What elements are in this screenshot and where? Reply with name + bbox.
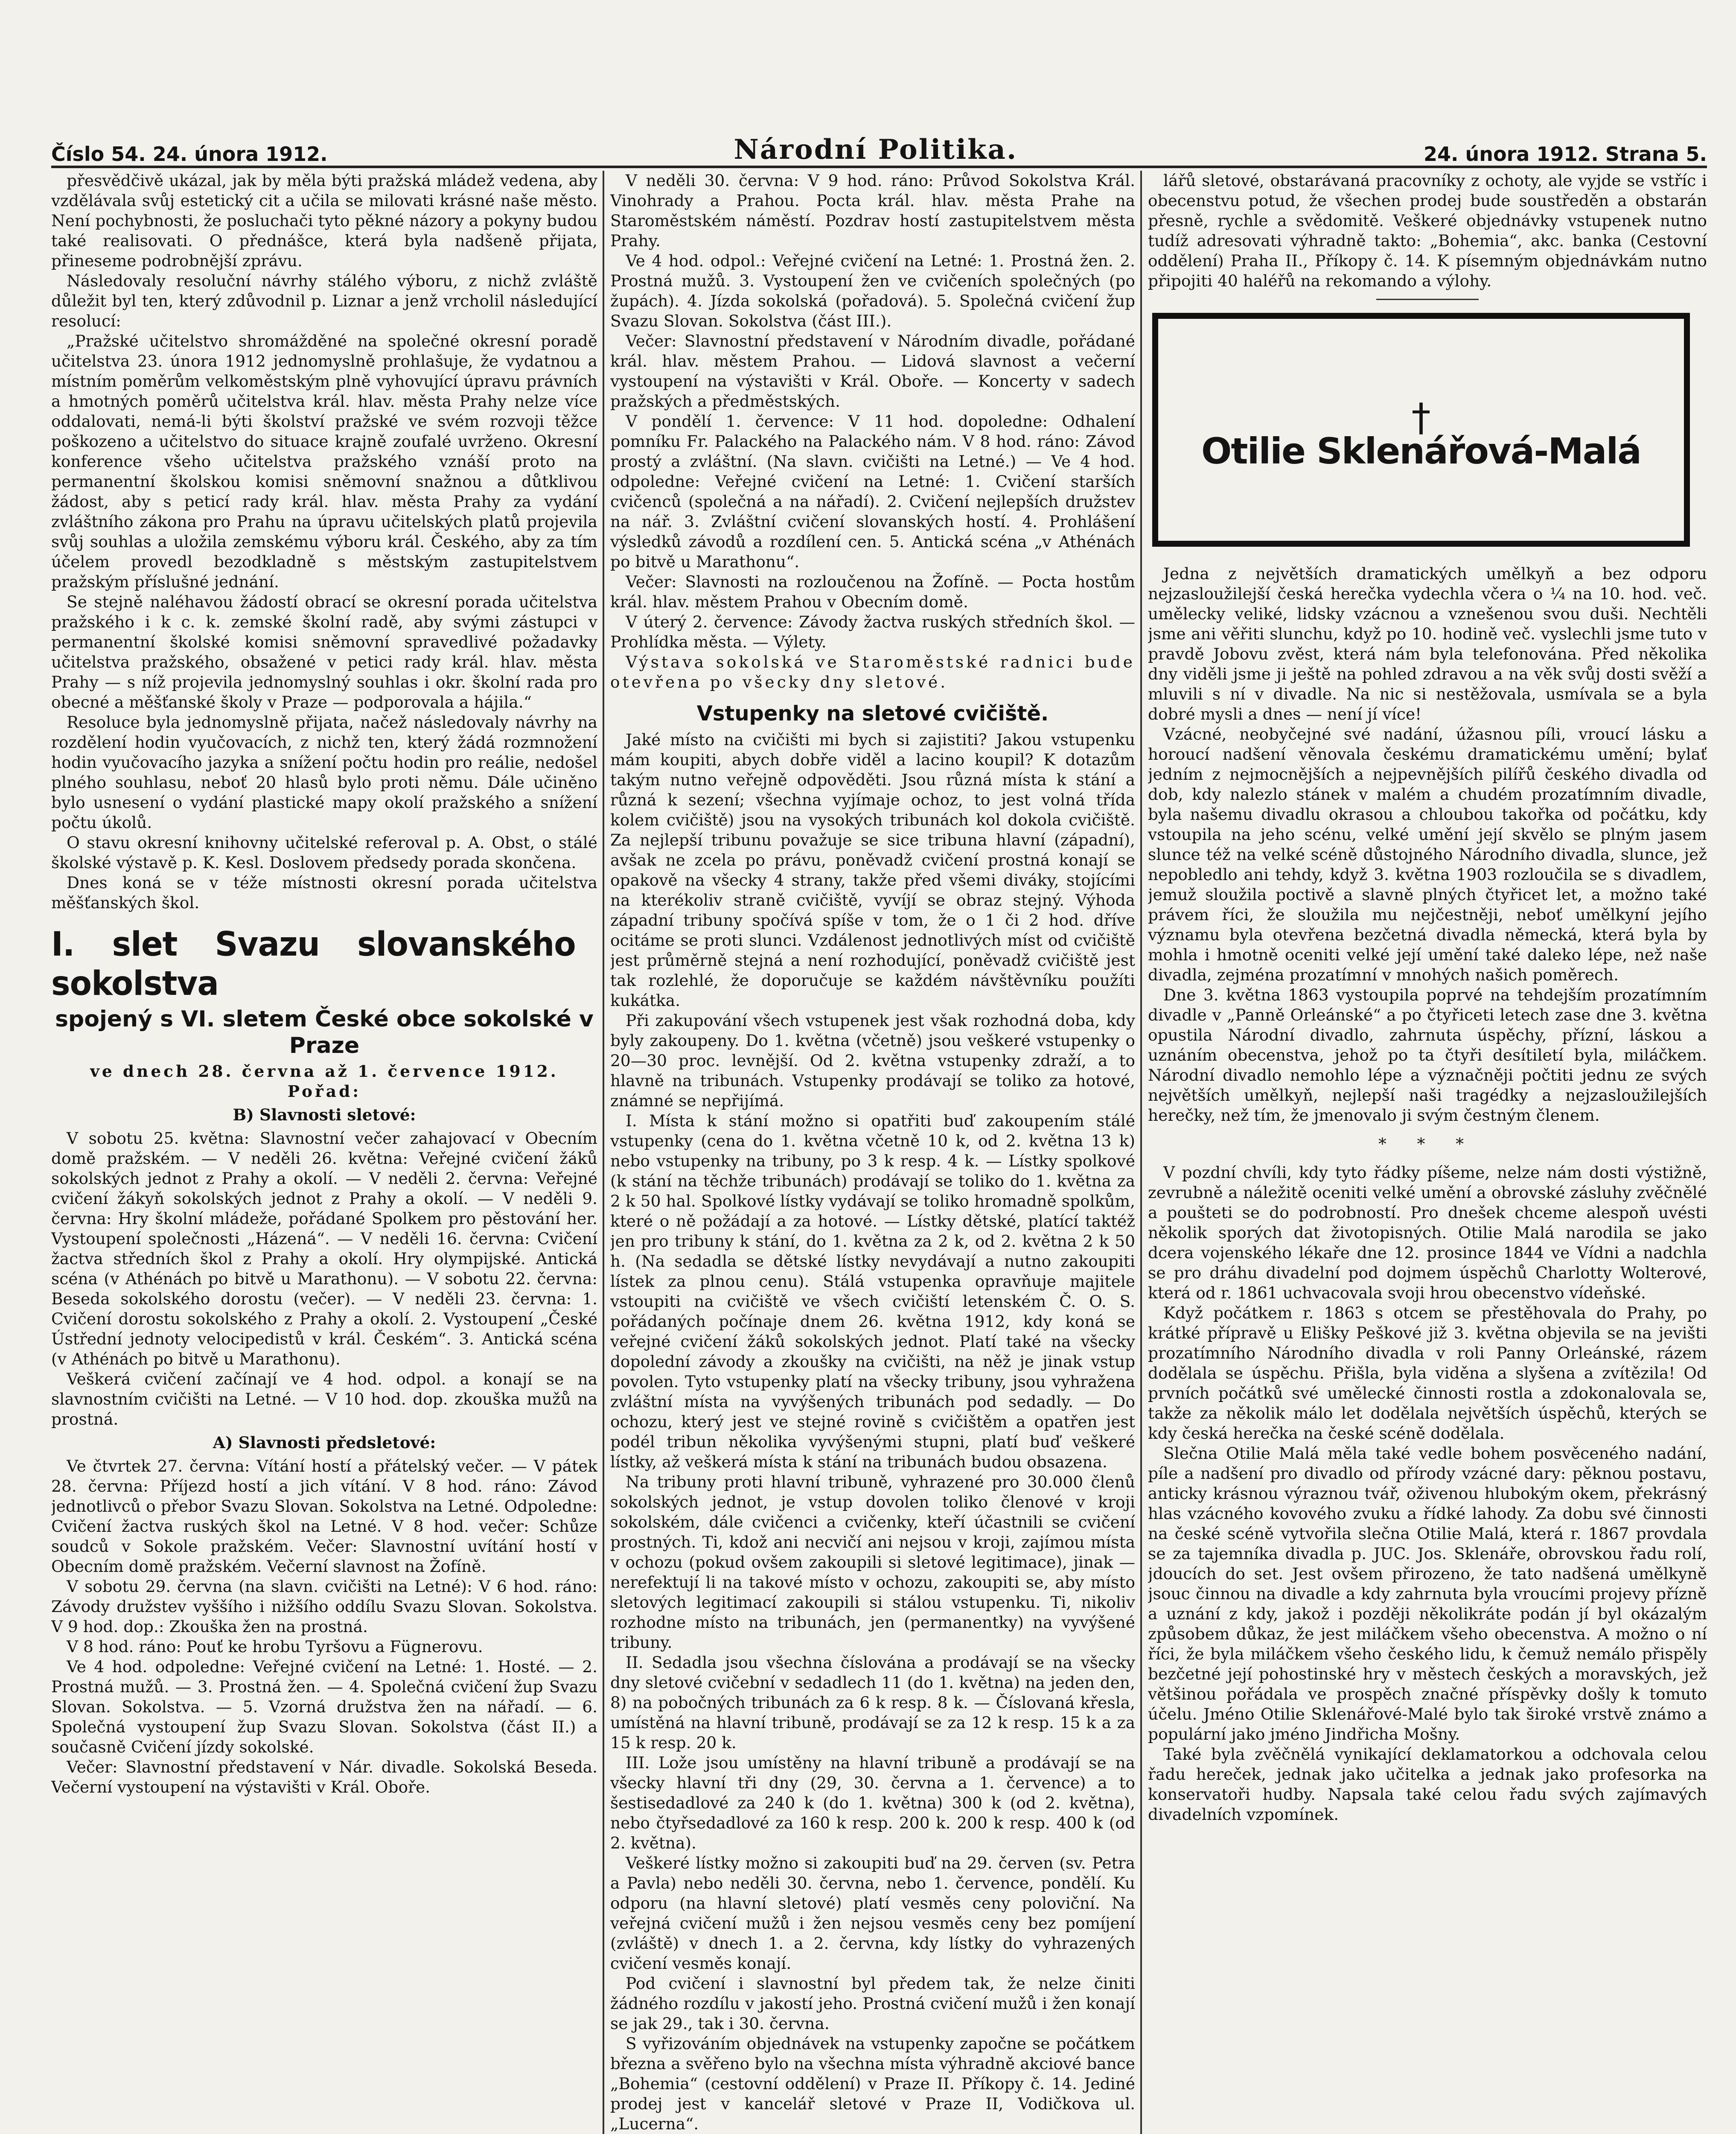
article-title: I. slet Svazu slovanského sokolstva	[51, 925, 576, 1003]
short-rule	[1376, 299, 1479, 300]
program-heading: Pořad:	[287, 1082, 361, 1101]
paragraph: III. Lože jsou umístěny na hlavní tribuně a prodávají se na všecky hlavní tři dny (29, 30. června a 1. července) a to šestisedadlové za 240 k (do 1. května) 300 k (od 2. května), nebo čtyřsedadlové za 160 k resp. 200 k. 200 k resp. 400 k (od 2. května).	[610, 1753, 1135, 1852]
paragraph: Resoluce byla jednomyslně přijata, načež následovaly návrhy na rozdělení hodin vyučovacích, z nichž ten, který žádá rozmnožení hodin vyučovacího jazyka a snížení počtu hodin pro reálie, nedošel plného souhlasu, neboť 20 hlasů bylo proti němu. Dále učiněno bylo usnesení o vydání plastické mapy okolí pražského a snížení počtu úkolů.	[51, 713, 597, 832]
paragraph: Na tribuny proti hlavní tribuně, vyhrazené pro 30.000 členů sokolských jednot, je vstup dovolen toliko členové v kroji sokolském, dále cvičenci a cvičenky, kteří účastnili se cvičení prostných. Ti, kdož ani necvičí ani nejsou v kroji, zajímou místa v ochozu (pokud ovšem zakoupili si sletové legitimace), jinak — nerefektují li na takové místo v ochozu, zakoupiti se, aby místo sletových legitimací zakoupili si stálou vstupenku. Ti, nikoliv rozhodne místo na tribunách, jen (permanentky) na vyvýšené tribuny.	[610, 1472, 1135, 1652]
section-separator: * * *	[1378, 1134, 1477, 1153]
column-2	[610, 171, 1135, 2134]
page-header	[51, 136, 1707, 168]
paragraph: Také byla zvěčnělá vynikající deklamatorkou a odchovala celou řadu hereček, jednak jako učitelka a jednak jako profesorka na konservatoři hudby. Napsala také celou řadu svých zajímavých divadelních vzpomínek.	[1148, 1745, 1707, 1824]
paragraph: V úterý 2. července: Závody žactva ruských středních škol. — Prohlídka města. — Výlety.	[610, 612, 1135, 651]
paragraph: Večer: Slavnostní představení v Národním divadle, pořádané král. hlav. městem Prahou. — Lidová slavnost a večerní vystoupení na výstavišti v Král. Oboře. — Koncerty v sadech pražských a předměstských.	[610, 332, 1135, 411]
column-divider	[603, 171, 604, 2134]
paragraph: Při zakupování všech vstupenek jest však rozhodná doba, kdy byly zakoupeny. Do 1. května (včetně) jsou veškeré vstupenky o 20—30 proc. levnější. Od 2. května vstupenky zdraží, a to hlavně na tribunách. Vstupenky prodávají se toliko za hotové, známné se nepřijímá.	[610, 1011, 1135, 1110]
obituary-box	[1152, 313, 1690, 547]
issue-number: Číslo 54. 24. února 1912.	[51, 143, 328, 166]
obituary-name: Otilie Sklenářová-Malá	[1201, 430, 1641, 472]
masthead: Národní Politika.	[734, 134, 1018, 166]
paragraph: Jedna z největších dramatických umělkyň a bez odporu nejzasloužilejší česká herečka vydechla včera o ¼ na 10. hod. več. umělecky veliké, lidsky vzácnou a vznešenou svou duši. Nechtěli jsme ani věřiti slunchu, když po 10. hodině več. vyslechli jsme tuto v pravdě Jobovu zvěst, která nám byla telefonována. Před několika dny viděli jsme ji ještě na pohled zdravou a na věk svůj dosti svěží a mluvili s ní v divadle. Na nic si nestěžovala, usmívala se a byla dobré mysli a dnes — není jí více!	[1148, 564, 1707, 723]
paragraph: přesvědčivě ukázal, jak by měla býti pražská mládež vedena, aby vzdělávala svůj estetický cit a učila se milovati krásné naše město. Není pochybnosti, že posluchači tyto pěkné názory a pokyny budou také realisovati. O přednášce, která byla nadšeně přijata, přineseme podrobnější zprávu.	[51, 171, 597, 270]
paragraph: Dnes koná se v téže místnosti okresní porada učitelstva měšťanských škol.	[51, 873, 597, 912]
paragraph: lářů sletové, obstarávaná pracovníky z ochoty, ale vyjde se vstříc i obecenstvu potud, že všechen prodej bude soustředěn a obstarán přesně, rychle a svědomitě. Veškeré objednávky vstupenek nutno tudíž adresovati výhradně takto: „Bohemia“, akc. banka (Cestovní oddělení) Praha II., Příkopy č. 14. K písemným objednávkám nutno připojiti 40 haléřů na rekomando a výlohy.	[1148, 171, 1707, 290]
paragraph: Ve čtvrtek 27. června: Vítání hostí a přátelský večer. — V pátek 28. června: Příjezd hostí a jich vítání. V 8 hod. ráno: Závod jednotlivců o přebor Svazu Slovan. Sokolstva na Letné. Odpoledne: Cvičení žactva ruských škol na Letné. V 8 hod. večer: Schůze soudců v Sokole pražském. Večer: Slavnostní uvítání hostí v Obecním domě pražském. Večerní slavnost na Žofíně.	[51, 1457, 597, 1576]
column-divider	[1140, 171, 1142, 2134]
paragraph: Výstava sokolská ve Staroměstské radnici bude otevřena po všecky dny sletové.	[610, 653, 1135, 691]
paragraph: Ve 4 hod. odpoledne: Veřejné cvičení na Letné: 1. Hosté. — 2. Prostná mužů. — 3. Prostná žen. — 4. Společná cvičení žup Svazu Slovan. Sokolstva. — 5. Vzorná družstva žen na nářadí. — 6. Společná vystoupení žup Svazu Slovan. Sokolstva (část II.) a současně Cvičení jízdy sokolské.	[51, 1657, 597, 1756]
section-heading: B) Slavnosti sletové:	[233, 1105, 416, 1124]
paragraph: Se stejně naléhavou žádostí obrací se okresní porada učitelstva pražského i k c. k. zemské školní radě, aby svými zástupci v permanentní školské komisi sněmovní spravedlivé požadavky učitelstva pražského, obsažené v petici rady král. hlav. města Prahy — s níž projevila jednomyslný souhlas i okr. školní rada pro obecné a měšťanské školy v Praze — podporovala a hájila.“	[51, 592, 597, 711]
paragraph: O stavu okresní knihovny učitelské referoval p. A. Obst, o stálé školské výstavě p. K. Kesl. Doslovem předsedy porada skončena.	[51, 833, 597, 872]
paragraph: V 8 hod. ráno: Pouť ke hrobu Tyršovu a Fügnerovu.	[67, 1637, 483, 1656]
paragraph: II. Sedadla jsou všechna číslována a prodávají se na všecky dny sletové cvičební v sedadlech 11 (do 1. května) na jeden den, 8) na pobočných tribunách za 6 k resp. 8 k. — Číslovaná křesla, umístěná na hlavní tribuně, prodávají se za 12 k resp. 15 k a za 15 k resp. 20 k.	[610, 1653, 1135, 1752]
paragraph: Veškerá cvičení začínají ve 4 hod. odpol. a konají se na slavnostním cvičišti na Letné. — V 10 hod. dop. zkouška mužů na prostná.	[51, 1370, 597, 1428]
paragraph: Jaké místo na cvičišti mi bych si zajistiti? Jakou vstupenku mám koupiti, abych dobře viděl a lacino koupil? K dotazům takým nutno veřejně odpověděti. Jsou různá místa k stání a různá k sezení; všechna vyjímaje ochoz, to jest volná třída kolem cvičiště) jsou na vysokých tribunách kol dokola cvičiště. Za nejlepší tribunu považuje se sice tribuna hlavní (západní), avšak ne zcela po právu, poněvadž cvičení prostná konají se opakově na všecky 4 strany, takže před všemi diváky, stojícími na kterékoliv straně cvičiště, vyvíjí se obraz stejný. Výhoda západní tribuny spočívá spíše v tom, že o 1 či 2 hod. dříve ocitáme se proti slunci. Vzdálenost jednotlivých míst od cvičiště jest průměrně stejná a není rozhodující, poněvadž cvičiště jest tak rozlehlé, že doporučuje se každém návštěvníku použíti kukátka.	[610, 730, 1135, 1010]
paragraph: V sobotu 29. června (na slavn. cvičišti na Letné): V 6 hod. ráno: Závody družstev vyššího i nižšího oddílu Svazu Slovan. Sokolstva. V 9 hod. dop.: Zkouška žen na prostná.	[51, 1577, 597, 1636]
column-1	[51, 171, 597, 2134]
article-subtitle: spojený s VI. sletem České obce sokolské v Praze	[55, 1006, 594, 1058]
paragraph: Večer: Slavnostní představení v Nár. divadle. Sokolská Beseda. Večerní vystoupení na výstavišti v Král. Oboře.	[51, 1758, 597, 1796]
paragraph: I. Místa k stání možno si opatřiti buď zakoupením stálé vstupenky (cena do 1. května včetně 10 k, od 2. května 13 k) nebo vstupenky na tribuny, po 3 k resp. 4 k. — Lístky spolkové (k stání na těchže tribunách) prodávají se toliko do 1. května za 2 k 50 hal. Spolkové lístky vydávají se toliko hromadně spolkům, které o ně požádají a za hotové. — Lístky dětské, platící taktéž jen pro tribuny k stání, do 1. května za 2 k, od 2. května 2 k 50 h. (Na sedadla se dětské lístky nevydávají a nutno zakoupiti lístek za plnou cenu). Stálá vstupenka opravňuje majitele vstoupiti na cvičiště ve všech cvičiští letenském Č. O. S. pořádaných počínaje dnem 26. května 1912, kdy koná se veřejné cvičení žáků sokolských jednot. Platí také na všecky dopolední závody a zkoušky na cvičišti, na něž je jinak vstup povolen. Tyto vstupenky platí na všecky tribuny, jsou vyhražena zvláštní místa na vyvýšených tribunách pod sedadly. — Do ochozu, který jest ve stejné rovině s cvičištěm a opatřen jest podél tribun několika vyvýšenými stupni, platí buď veškeré lístky, až veškerá místa k stání na tribunách budou obsazena.	[610, 1111, 1135, 1471]
paragraph: Pod cvičení i slavnostní byl předem tak, že nelze činiti žádného rozdílu v jakostí jeho. Prostná cvičení mužů i žen konají se jak 29., tak i 30. června.	[610, 1974, 1135, 2033]
paragraph: Slečna Otilie Malá měla také vedle bohem posvěceného nadání, píle a nadšení pro divadlo od přírody vzácné dary: pěknou postavu, anticky krásnou výraznou tvář, oživenou hlubokým okem, překrásný hlas vzácného kovového zvuku a řídké lahody. Za dobu své činnosti na české scéně vytvořila slečna Otilie Malá, která r. 1867 provdala se za tajemníka divadla p. JUC. Jos. Sklenáře, obrovskou řadu rolí, jdoucích do set. Jest ovšem přirozeno, že tato nadšená umělkyně jsouc činnou na divadle a kdy zahrnuta byla vroucími projevy přízně a uznání z kdy, jakož i později několikráte podán jí byl okázalým způsobem důkaz, že jest miláčkem všeho obecenstva. A možno o ní říci, že byla miláčkem všeho českého lidu, k čemuž nemálo přispěly bezčetné její pohostinské hry v městech českých a moravských, jež většinou pořádala ve prospěch značné příspěvky došly k tomuto účelu. Jméno Otilie Sklenářové-Malé bylo tak široké vrstvě známo a populární jako jméno Jindřicha Mošny.	[1148, 1444, 1707, 1743]
paragraph: Následovaly resoluční návrhy stálého výboru, z nichž zvláště důležit byl ten, který zdůvodnil p. Liznar a jenž vrcholil následující resolucí:	[51, 271, 597, 330]
paragraph: Když počátkem r. 1863 s otcem se přestěhovala do Prahy, po krátké přípravě u Elišky Peškové již 3. května objevila se na jevišti prozatímního Národního divadla v roli Panny Orleánské, rázem dodělala se úspěchu. Přišla, byla viděna a slyšena a zvítězila! Od prvních počátků své umělecké činnosti rostla a zdokonalovala se, takže za několik málo let dodělala největších úspěchů, kterých se kdy česká herečka na české scéně dodělala.	[1148, 1303, 1707, 1443]
paragraph: Dne 3. května 1863 vystoupila poprvé na tehdejším prozatímním divadle v „Panně Orleánské“ a po čtyřiceti letech zase dne 3. května opustila Národní divadlo, zahrnuta úspěchy, přízní, láskou a uznáním obecenstva, jehož po ta čtyři desítiletí byla, miláčkem. Národní divadlo nemohlo lépe a význačněji počtiti jednu ze svých největších umělkyň, nejlepší naši tragédky a nejzasloužilejších herečky, než tím, že jmenovalo ji svým čestným členem.	[1148, 985, 1707, 1125]
article-dates: ve dnech 28. června až 1. července 1912.	[90, 1062, 559, 1081]
paragraph: V pozdní chvíli, kdy tyto řádky píšeme, nelze nám dosti výstižně, zevrubně a náležitě oceniti velké umění a obrovské zásluhy zvěčnělé a poušteti se do podrobností. Pro dnešek chceme alespoň uvésti několik sporých dat životopisných. Otilie Malá narodila se jako dcera vojenského lékaře dne 12. prosince 1844 ve Vídni a nadchla se pro dráhu divadelní pod dojmem úspěchů Charlotty Wolterové, která od r. 1861 uchvacovala svoji hrou obecenstvo vídeňské.	[1148, 1163, 1707, 1302]
date-and-page: 24. února 1912. Strana 5.	[1423, 143, 1707, 166]
paragraph: Ve 4 hod. odpol.: Veřejné cvičení na Letné: 1. Prostná žen. 2. Prostná mužů. 3. Vystoupení žen ve cvičeních společných (po župách). 4. Jízda sokolská (pořadová). 5. Společná cvičení žup Svazu Slovan. Sokolstva (část III.).	[610, 251, 1135, 330]
cross-icon: †	[1411, 395, 1431, 440]
column-3	[1148, 171, 1707, 2134]
paragraph: Vzácné, neobyčejné své nadání, úžasnou píli, vroucí lásku a horoucí nadšení věnovala českému dramatickému umění; bylať jedním z nejmocnějších a nejpevnějších pilířů českého divadla od dob, kdy nalezlo stánek v malém a chudém prozatímním divadle, byla našemu divadlu okrasou a chloubou takořka od počátku, kdy vstoupila na jeho scénu, velké umění její skvělo se plným jasem slunce též na velké scéně důstojného Národního divadla, slunce, jež nepobledlo ani tehdy, když 3. května 1903 rozloučila se s divadlem, jemuž sloužila poctivě a slavně plných čtyřicet let, a možno také právem říci, že sloužila mu nejčestněji, neboť umělkyní jejího významu byla otevřena bezčetná divadla německá, která byla by mohla i hmotně oceniti velké její umění také daleko lépe, než naše divadla, zejména prozatímní v mnohých našich poměrech.	[1148, 725, 1707, 984]
paragraph: V pondělí 1. července: V 11 hod. dopoledne: Odhalení pomníku Fr. Palackého na Palackého nám. V 8 hod. ráno: Závod prostý a zvláštní. (Na slavn. cvičišti na Letné.) — Ve 4 hod. odpoledne: Veřejné cvičení na Letné: 1. Cvičení starších cvičenců (společná a na nářadí). 2. Cvičení nejlepších družstev na nář. 3. Zvláštní cvičení slovanských hostí. 4. Prohlášení výsledků závodů a rozdílení cen. 5. Antická scéna „v Athénách po bitvě u Marathonu“.	[610, 412, 1135, 571]
paragraph: „Pražské učitelstvo shromážděné na společné okresní poradě učitelstva 23. února 1912 jednomyslně prohlašuje, že vydatnou a místním poměrům velkoměstským plně vyhovující úpravu právních a hmotných poměrů učitelstva král. hlav. města Prahy nelze více oddalovati, nemá-li býti školství pražské ve svém rozvoji těžce poškozeno a učitelstvo do situace krajně zoufalé uvrženo. Okresní konference všeho učitelstva pražského vznáší proto na permanentní školskou komisi sněmovní snažnou a důtklivou žádost, aby s peticí rady král. hlav. města Prahy za vydání zvláštního zákona pro Prahu na úpravu učitelských platů projevila svůj souhlas a uložila zemskému výboru král. Českého, aby za tím účelem provedl bezodkladně s městským zastupitelstvem pražským příslušné jednání.	[51, 332, 597, 591]
paragraph: Veškeré lístky možno si zakoupiti buď na 29. červen (sv. Petra a Pavla) nebo neděli 30. června, nebo 1. července, pondělí. Ku odporu (na hlavní sletové) platí vesměs ceny poloviční. Na veřejná cvičení mužů i žen nejsou vesměs ceny bez pomíjení (zvláště) v dnech 1. a 2. června, kdy lístky do vyhrazených cvičení vesměs konají.	[610, 1854, 1135, 1973]
paragraph: S vyřizováním objednávek na vstupenky započne se počátkem března a svěřeno bylo na všechna místa výhradně akciové bance „Bohemia“ (cestovní oddělení) v Praze II. Příkopy č. 14. Jediné prodej jest v kancelář sletové v Praze II, Vodičkova ul. „Lucerna“.	[610, 2034, 1135, 2133]
paragraph: V sobotu 25. května: Slavnostní večer zahajovací v Obecním domě pražském. — V neděli 26. května: Veřejné cvičení žáků sokolských jednot z Prahy a okolí. — V neděli 2. června: Veřejné cvičení žákyň sokolských jednot z Prahy a okolí. — V neděli 9. června: Hry školní mládeže, pořádané Spolkem pro pěstování her. Vystoupení společnosti „Házená“. — V neděli 16. června: Cvičení žactva středních škol z Prahy a okolí. Hry olympijské. Antická scéna (v Athénách po bitvě u Marathonu). — V sobotu 22. června: Beseda sokolského dorostu (večer). — V neděli 23. června: 1. Cvičení dorostu sokolského z Prahy a okolí. 2. Vystoupení „České Ústřední jednoty velocipedistů v král. Českém“. 3. Antická scéna (v Athénách po bitvě u Marathonu).	[51, 1129, 597, 1368]
paragraph: V neděli 30. června: V 9 hod. ráno: Průvod Sokolstva Král. Vinohrady a Prahou. Pocta král. hlav. města Prahe na Staroměstském náměstí. Pozdrav hostí zastupitelstvem města Prahy.	[610, 171, 1135, 250]
section-heading: A) Slavnosti předsletové:	[213, 1433, 436, 1452]
paragraph: Večer: Slavnosti na rozloučenou na Žofíně. — Pocta hostům král. hlav. městem Prahou v Obecním domě.	[610, 572, 1135, 611]
section-heading: Vstupenky na sletové cvičiště.	[696, 702, 1049, 726]
